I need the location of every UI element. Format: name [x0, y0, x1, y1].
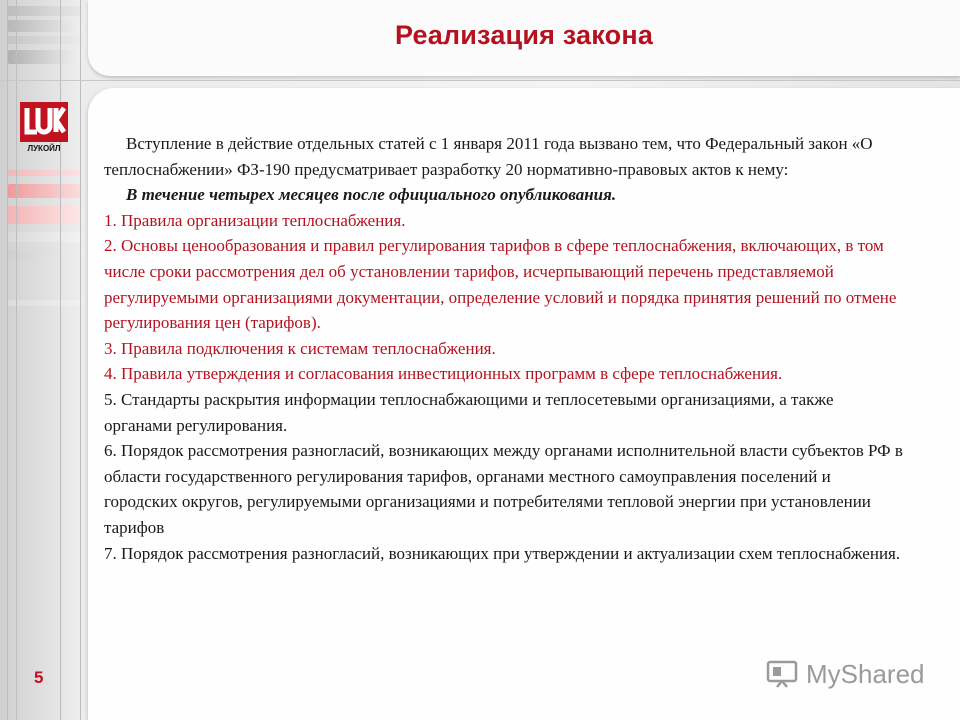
watermark[interactable]	[766, 656, 925, 692]
list-item: 6. Порядок рассмотрения разногласий, возникающих между органами исполнительной власти субъектов РФ в области государственного регулирования тарифов, органами местного самоуправления поселений и городских округов, регулируемыми организациями и потребителями тепловой энергии при установлении тарифов	[104, 441, 903, 537]
stripe	[8, 250, 82, 258]
decorative-line	[0, 80, 960, 81]
body-text	[104, 131, 904, 566]
stripe	[8, 50, 82, 64]
decorative-line	[80, 0, 81, 720]
presentation-icon	[766, 659, 798, 689]
stripe	[8, 20, 82, 32]
list-item: 4. Правила утверждения и согласования инвестиционных программ в сфере теплоснабжения.	[104, 364, 783, 384]
title-panel	[88, 0, 960, 76]
list-item: 1. Правила организации теплоснабжения.	[104, 210, 406, 230]
intro-paragraph: Вступление в действие отдельных статей с 1 января 2011 года вызвано тем, что Федеральный закон «О теплоснабжении» ФЗ-190 предусматривает разработку 20 нормативно-правовых актов к нему:	[104, 134, 873, 179]
stripe	[8, 232, 82, 242]
stripe	[8, 300, 82, 306]
list-item: 5. Стандарты раскрытия информации теплоснабжающими и теплосетевыми организациями, а также органами регулирования.	[104, 389, 834, 435]
logo-text: ЛУКОЙЛ	[27, 144, 61, 153]
list-item: 7. Порядок рассмотрения разногласий, возникающих при утверждении и актуализации схем теплоснабжения.	[104, 543, 901, 563]
slide-title: Реализация закона	[394, 20, 654, 50]
list-item: 2. Основы ценообразования и правил регулирования тарифов в сфере теплоснабжения, включающих, в том числе сроки рассмотрения дел об установлении тарифов, исчерпывающий перечень представляемой регулируемыми организациями документации, определение условий и порядка принятия решений по отмене регулирования цен (тарифов).	[104, 236, 897, 333]
stripe	[8, 36, 82, 44]
stripe	[8, 6, 82, 16]
stripe	[8, 184, 82, 198]
list-item: 3. Правила подключения к системам теплоснабжения.	[104, 338, 496, 358]
watermark-text: MyShared	[806, 658, 925, 689]
period-heading: В течение четырех месяцев после официального опубликования.	[126, 185, 617, 205]
decorative-line	[16, 0, 17, 720]
decorative-line	[7, 0, 8, 720]
stripe	[8, 170, 82, 176]
stripe	[8, 206, 82, 224]
page-number: 5	[34, 668, 44, 687]
